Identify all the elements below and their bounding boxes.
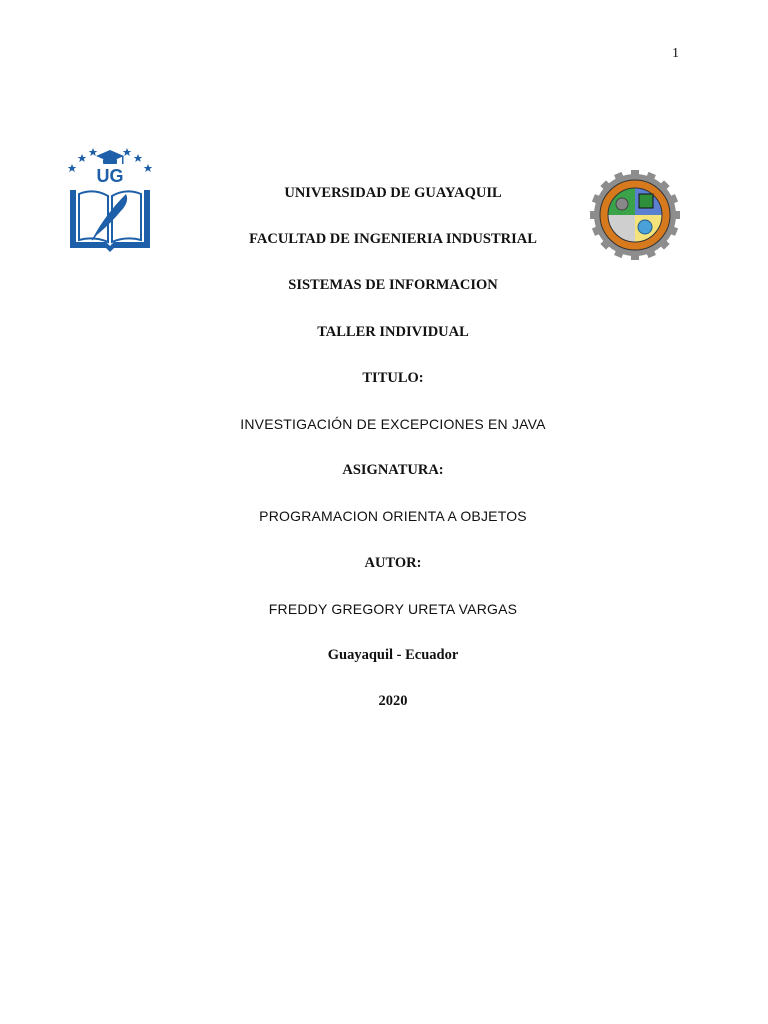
career-name: SISTEMAS DE INFORMACION: [288, 277, 498, 294]
star-icon: [68, 164, 77, 172]
star-icon: [89, 148, 98, 156]
star-icon: [123, 148, 132, 156]
title-label: TITULO:: [362, 369, 424, 386]
document-title: INVESTIGACIÓN DE EXCEPCIONES EN JAVA: [240, 415, 546, 432]
page-number: 1: [672, 46, 679, 61]
star-icon: [78, 154, 87, 162]
university-name: UNIVERSIDAD DE GUAYAQUIL: [284, 185, 502, 201]
subject-name: PROGRAMACION ORIENTA A OBJETOS: [259, 508, 527, 525]
year: 2020: [378, 693, 408, 710]
star-icon: [144, 164, 153, 172]
author-label: AUTOR:: [364, 554, 422, 571]
subject-label: ASIGNATURA:: [342, 462, 444, 479]
work-type: TALLER INDIVIDUAL: [317, 323, 469, 340]
location: Guayaquil - Ecuador: [327, 646, 459, 663]
star-icon: [134, 154, 143, 162]
author-name: FREDDY GREGORY URETA VARGAS: [268, 600, 518, 617]
ug-initials: UG: [96, 166, 124, 186]
faculty-name: FACULTAD DE INGENIERIA INDUSTRIAL: [249, 231, 537, 248]
cover-page: [0, 181, 768, 735]
